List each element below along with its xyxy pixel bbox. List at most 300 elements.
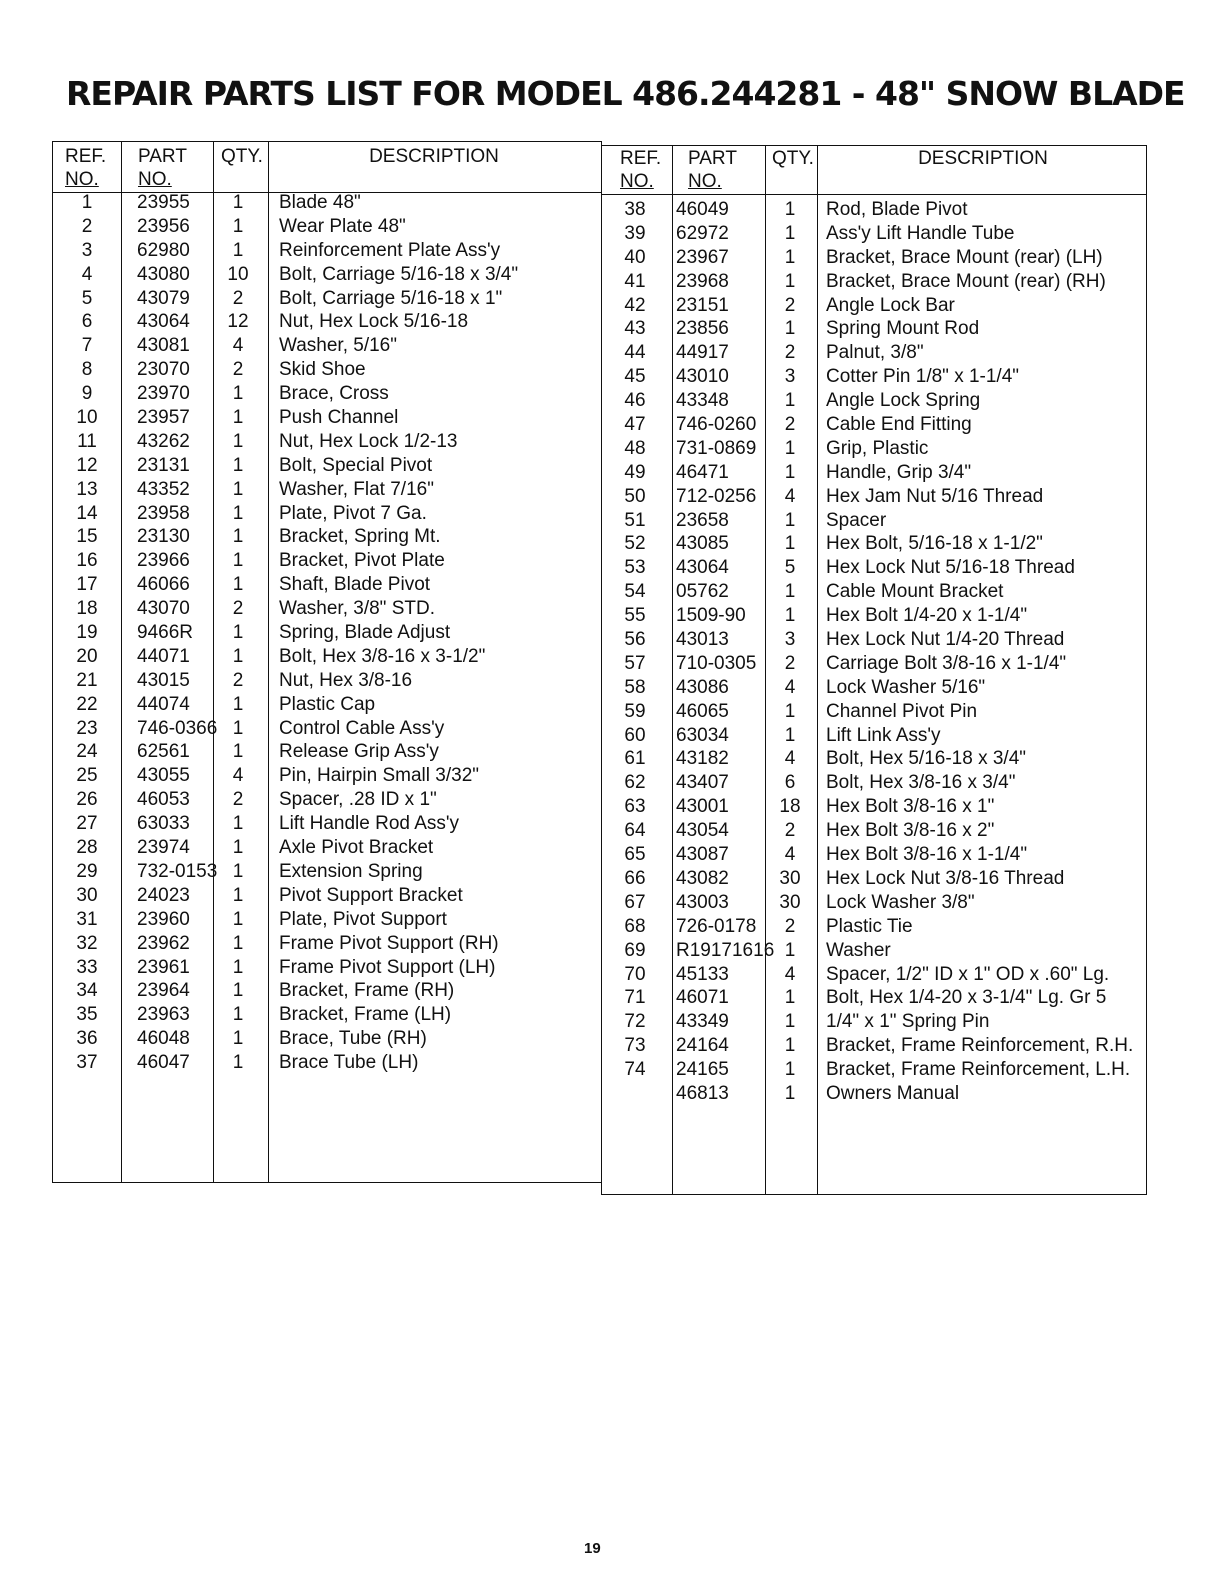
- ref-number-cell: 27: [76, 813, 98, 835]
- part-number-cell: 43010: [676, 366, 729, 388]
- part-number-cell: 23966: [137, 550, 190, 572]
- part-number-cell: 23964: [137, 980, 190, 1002]
- description-cell: Handle, Grip 3/4": [826, 461, 972, 483]
- part-number-cell: 43070: [137, 598, 190, 620]
- ref-number-cell: 24: [76, 741, 98, 763]
- ref-number-cell: 39: [624, 222, 646, 244]
- part-number-cell: 23968: [676, 270, 729, 292]
- ref-number-cell: 12: [76, 454, 98, 476]
- table-row: [602, 652, 1146, 676]
- description-cell: Bracket, Frame Reinforcement, L.H.: [826, 1059, 1131, 1081]
- description-cell: Bolt, Hex 1/4-20 x 3-1/4" Lg. Gr 5: [826, 987, 1107, 1009]
- part-number-cell: 43348: [676, 390, 729, 412]
- table-row: [602, 604, 1146, 628]
- ref-number-cell: 72: [624, 1011, 646, 1033]
- quantity-cell: 2: [784, 414, 796, 436]
- description-cell: Spring Mount Rod: [826, 318, 980, 340]
- quantity-cell: 1: [784, 1011, 796, 1033]
- ref-number-cell: 68: [624, 915, 646, 937]
- table-row: [53, 597, 601, 621]
- quantity-cell: 12: [227, 311, 249, 333]
- description-cell: Hex Bolt 3/8-16 x 1-1/4": [826, 844, 1028, 866]
- description-cell: Nut, Hex Lock 1/2-13: [279, 430, 458, 452]
- quantity-cell: 30: [779, 867, 801, 889]
- part-number-cell: 726-0178: [676, 915, 757, 937]
- ref-number-cell: 17: [76, 574, 98, 596]
- description-cell: Bracket, Frame (LH): [279, 1004, 452, 1026]
- description-cell: Angle Lock Spring: [826, 390, 981, 412]
- part-number-cell: 46071: [676, 987, 729, 1009]
- quantity-cell: 4: [784, 485, 796, 507]
- part-number-cell: 23958: [137, 502, 190, 524]
- part-number-cell: 44071: [137, 645, 190, 667]
- table-row: [53, 621, 601, 645]
- table-row: [602, 963, 1146, 987]
- part-number-cell: 46049: [676, 199, 729, 220]
- ref-number-cell: 35: [76, 1004, 98, 1026]
- description-cell: Hex Lock Nut 5/16-18 Thread: [826, 557, 1075, 579]
- table-row: [602, 1034, 1146, 1058]
- table-row: [602, 365, 1146, 389]
- table-row: [53, 717, 601, 741]
- table-row: [53, 287, 601, 311]
- quantity-cell: 1: [784, 700, 796, 722]
- description-cell: 1/4" x 1" Spring Pin: [826, 1011, 990, 1033]
- ref-number-cell: 5: [81, 287, 93, 309]
- table-row: [53, 1051, 601, 1075]
- quantity-cell: 1: [232, 932, 244, 954]
- description-cell: Frame Pivot Support (LH): [279, 956, 496, 978]
- part-number-cell: 23963: [137, 1004, 190, 1026]
- ref-number-cell: 73: [624, 1035, 646, 1057]
- table-row: [53, 573, 601, 597]
- quantity-cell: 10: [227, 263, 249, 285]
- table-row: [53, 645, 601, 669]
- ref-number-cell: 34: [76, 980, 98, 1002]
- table-row: [53, 430, 601, 454]
- quantity-cell: 5: [784, 557, 796, 579]
- ref-number-cell: 3: [81, 239, 93, 261]
- quantity-cell: 4: [232, 765, 244, 787]
- table-row: [53, 1003, 601, 1027]
- description-cell: Bracket, Frame Reinforcement, R.H.: [826, 1035, 1134, 1057]
- description-cell: Spacer, 1/2" ID x 1" OD x .60" Lg.: [826, 963, 1110, 985]
- quantity-cell: 1: [232, 1028, 244, 1050]
- description-cell: Nut, Hex 3/8-16: [279, 669, 413, 691]
- ref-number-cell: 64: [624, 820, 646, 842]
- ref-number-cell: 46: [624, 390, 646, 412]
- ref-number-cell: 28: [76, 837, 98, 859]
- ref-number-cell: 42: [624, 294, 646, 316]
- part-number-cell: 05762: [676, 581, 729, 603]
- description-cell: Grip, Plastic: [826, 437, 929, 459]
- description-cell: Plate, Pivot 7 Ga.: [279, 502, 427, 524]
- description-cell: Spacer, .28 ID x 1": [279, 789, 437, 811]
- description-cell: Lift Handle Rod Ass'y: [279, 813, 459, 835]
- table-row: [602, 939, 1146, 963]
- quantity-cell: 1: [232, 407, 244, 429]
- table-row: [602, 532, 1146, 556]
- parts-table-left: [52, 141, 602, 1183]
- quantity-cell: 1: [232, 478, 244, 500]
- quantity-cell: 1: [232, 837, 244, 859]
- quantity-cell: 2: [232, 359, 244, 381]
- ref-number-cell: 63: [624, 796, 646, 818]
- quantity-cell: 1: [232, 717, 244, 739]
- ref-number-cell: 59: [624, 700, 646, 722]
- description-cell: Bolt, Hex 3/8-16 x 3-1/2": [279, 645, 486, 667]
- description-cell: Brace Tube (LH): [279, 1052, 419, 1074]
- quantity-cell: 1: [232, 526, 244, 548]
- description-cell: Plastic Cap: [279, 693, 376, 715]
- part-number-cell: 23151: [676, 294, 729, 316]
- ref-number-cell: 36: [76, 1028, 98, 1050]
- ref-number-cell: 23: [76, 717, 98, 739]
- table-row: [602, 556, 1146, 580]
- ref-number-cell: 74: [624, 1059, 646, 1081]
- description-cell: Bolt, Hex 5/16-18 x 3/4": [826, 748, 1027, 770]
- part-number-cell: 62980: [137, 239, 190, 261]
- table-row: [53, 239, 601, 263]
- part-number-cell: 43079: [137, 287, 190, 309]
- ref-number-cell: 70: [624, 963, 646, 985]
- quantity-cell: 18: [779, 796, 801, 818]
- table-row: [53, 478, 601, 502]
- description-cell: Lock Washer 5/16": [826, 676, 986, 698]
- part-number-cell: 23856: [676, 318, 729, 340]
- table-row: [53, 263, 601, 287]
- table-row: [53, 932, 601, 956]
- part-number-cell: 23974: [137, 837, 190, 859]
- table-row: [53, 334, 601, 358]
- description-cell: Hex Jam Nut 5/16 Thread: [826, 485, 1044, 507]
- quantity-cell: 1: [232, 860, 244, 882]
- ref-number-cell: 16: [76, 550, 98, 572]
- description-cell: Bolt, Carriage 5/16-18 x 1": [279, 287, 503, 309]
- table-row: [602, 317, 1146, 341]
- ref-number-cell: 21: [76, 669, 98, 691]
- table-row: [53, 549, 601, 573]
- ref-number-cell: 69: [624, 939, 646, 961]
- part-number-cell: 62561: [137, 741, 190, 763]
- quantity-cell: 1: [232, 813, 244, 835]
- part-number-cell: 23955: [137, 192, 190, 213]
- quantity-cell: 1: [232, 192, 244, 213]
- part-number-cell: 23131: [137, 454, 190, 476]
- part-number-cell: 46813: [676, 1082, 729, 1104]
- quantity-cell: 1: [232, 430, 244, 452]
- ref-number-cell: 4: [81, 263, 93, 285]
- table-row: [602, 724, 1146, 748]
- ref-number-cell: 66: [624, 867, 646, 889]
- description-cell: Owners Manual: [826, 1082, 960, 1104]
- table-row: [602, 986, 1146, 1010]
- table-row: [602, 580, 1146, 604]
- table-row: [602, 246, 1146, 270]
- part-number-cell: 46053: [137, 789, 190, 811]
- part-number-cell: 23957: [137, 407, 190, 429]
- page-number: 19: [584, 1540, 601, 1557]
- table-row: [53, 956, 601, 980]
- quantity-cell: 1: [232, 574, 244, 596]
- ref-number-cell: 53: [624, 557, 646, 579]
- quantity-cell: 1: [232, 956, 244, 978]
- table-row: [53, 358, 601, 382]
- table-row: [53, 406, 601, 430]
- description-cell: Wear Plate 48": [279, 215, 406, 237]
- part-number-cell: 46047: [137, 1052, 190, 1074]
- quantity-cell: 1: [232, 502, 244, 524]
- ref-number-cell: 20: [76, 645, 98, 667]
- ref-number-cell: 67: [624, 891, 646, 913]
- description-cell: Pin, Hairpin Small 3/32": [279, 765, 480, 787]
- description-cell: Brace, Cross: [279, 383, 389, 405]
- quantity-cell: 4: [784, 963, 796, 985]
- part-number-cell: 24023: [137, 884, 190, 906]
- part-number-cell: 43182: [676, 748, 729, 770]
- description-cell: Brace, Tube (RH): [279, 1028, 427, 1050]
- description-cell: Lock Washer 3/8": [826, 891, 975, 913]
- header-divider: [602, 194, 1146, 195]
- part-number-cell: 746-0260: [676, 414, 757, 436]
- quantity-cell: 1: [784, 1035, 796, 1057]
- ref-number-cell: 49: [624, 461, 646, 483]
- part-number-cell: 62972: [676, 222, 729, 244]
- table-row: [53, 860, 601, 884]
- table-row: [602, 1082, 1146, 1106]
- quantity-cell: 1: [784, 987, 796, 1009]
- quantity-cell: 2: [784, 652, 796, 674]
- part-number-cell: 43085: [676, 533, 729, 555]
- part-number-cell: 23956: [137, 215, 190, 237]
- quantity-cell: 1: [784, 1082, 796, 1104]
- ref-number-cell: 51: [624, 509, 646, 531]
- quantity-cell: 2: [784, 820, 796, 842]
- ref-number-cell: 31: [76, 908, 98, 930]
- ref-number-cell: 40: [624, 246, 646, 268]
- description-cell: Palnut, 3/8": [826, 342, 924, 364]
- description-cell: Bracket, Pivot Plate: [279, 550, 445, 572]
- ref-number-cell: 48: [624, 437, 646, 459]
- description-cell: Angle Lock Bar: [826, 294, 955, 316]
- quantity-cell: 30: [779, 891, 801, 913]
- description-cell: Reinforcement Plate Ass'y: [279, 239, 501, 261]
- quantity-cell: 1: [784, 270, 796, 292]
- table-row: [602, 628, 1146, 652]
- table-row: [602, 341, 1146, 365]
- quantity-cell: 4: [784, 748, 796, 770]
- description-cell: Plate, Pivot Support: [279, 908, 447, 930]
- part-number-cell: 43013: [676, 629, 729, 651]
- table-row: [602, 437, 1146, 461]
- ref-number-cell: 30: [76, 884, 98, 906]
- part-number-cell: 43087: [676, 844, 729, 866]
- quantity-cell: 2: [232, 598, 244, 620]
- description-cell: Cable Mount Bracket: [826, 581, 1004, 603]
- quantity-cell: 4: [784, 676, 796, 698]
- description-cell: Bracket, Spring Mt.: [279, 526, 441, 548]
- table-row: [53, 215, 601, 239]
- table-row: [602, 461, 1146, 485]
- quantity-cell: 1: [784, 724, 796, 746]
- ref-number-cell: 29: [76, 860, 98, 882]
- description-cell: Control Cable Ass'y: [279, 717, 445, 739]
- quantity-cell: 1: [232, 884, 244, 906]
- part-number-cell: 710-0305: [676, 652, 757, 674]
- part-number-cell: 731-0869: [676, 437, 757, 459]
- table-row: [602, 843, 1146, 867]
- ref-number-cell: 65: [624, 844, 646, 866]
- part-number-cell: 46048: [137, 1028, 190, 1050]
- ref-number-cell: 15: [76, 526, 98, 548]
- table-row: [602, 294, 1146, 318]
- description-cell: Hex Bolt 3/8-16 x 2": [826, 820, 995, 842]
- quantity-cell: 1: [232, 622, 244, 644]
- description-cell: Hex Lock Nut 1/4-20 Thread: [826, 629, 1065, 651]
- description-cell: Frame Pivot Support (RH): [279, 932, 499, 954]
- table-row: [602, 915, 1146, 939]
- quantity-cell: 1: [784, 605, 796, 627]
- parts-table-right: [601, 145, 1147, 1195]
- part-number-cell: 43081: [137, 335, 190, 357]
- description-cell: Washer: [826, 939, 891, 961]
- description-cell: Cable End Fitting: [826, 414, 972, 436]
- description-cell: Carriage Bolt 3/8-16 x 1-1/4": [826, 652, 1067, 674]
- part-number-cell: 732-0153: [137, 860, 218, 882]
- description-cell: Push Channel: [279, 407, 399, 429]
- quantity-cell: 1: [784, 437, 796, 459]
- description-cell: Pivot Support Bracket: [279, 884, 463, 906]
- quantity-cell: 1: [232, 239, 244, 261]
- quantity-cell: 4: [784, 844, 796, 866]
- part-number-cell: 23961: [137, 956, 190, 978]
- ref-number-cell: 1: [81, 192, 93, 213]
- part-number-cell: 63034: [676, 724, 729, 746]
- table-row: [602, 509, 1146, 533]
- table-row: [602, 819, 1146, 843]
- table-row: [53, 812, 601, 836]
- header-ref: REF. NO.: [65, 146, 107, 190]
- quantity-cell: 2: [232, 287, 244, 309]
- part-number-cell: 44074: [137, 693, 190, 715]
- part-number-cell: 712-0256: [676, 485, 757, 507]
- description-cell: Release Grip Ass'y: [279, 741, 439, 763]
- header-description: DESCRIPTION: [369, 146, 499, 167]
- table-row: [53, 836, 601, 860]
- ref-number-cell: 8: [81, 359, 93, 381]
- table-row: [53, 310, 601, 334]
- ref-number-cell: 47: [624, 414, 646, 436]
- ref-number-cell: 41: [624, 270, 646, 292]
- quantity-cell: 1: [232, 980, 244, 1002]
- table-row: [602, 747, 1146, 771]
- parts-rows-left: [53, 191, 601, 1075]
- table-row: [602, 222, 1146, 246]
- ref-number-cell: 52: [624, 533, 646, 555]
- part-number-cell: R19171616: [676, 939, 775, 961]
- description-cell: Cotter Pin 1/8" x 1-1/4": [826, 366, 1020, 388]
- part-number-cell: 43082: [676, 867, 729, 889]
- ref-number-cell: 57: [624, 652, 646, 674]
- header-qty: QTY.: [772, 148, 814, 169]
- part-number-cell: 43407: [676, 772, 729, 794]
- ref-number-cell: 56: [624, 629, 646, 651]
- ref-number-cell: 19: [76, 622, 98, 644]
- part-number-cell: 44917: [676, 342, 729, 364]
- quantity-cell: 3: [784, 366, 796, 388]
- quantity-cell: 1: [784, 509, 796, 531]
- ref-number-cell: 10: [76, 407, 98, 429]
- quantity-cell: 1: [784, 222, 796, 244]
- description-cell: Shaft, Blade Pivot: [279, 574, 431, 596]
- ref-number-cell: 13: [76, 478, 98, 500]
- quantity-cell: 4: [232, 335, 244, 357]
- table-row: [53, 382, 601, 406]
- ref-number-cell: 43: [624, 318, 646, 340]
- part-number-cell: 43086: [676, 676, 729, 698]
- quantity-cell: 1: [232, 693, 244, 715]
- part-number-cell: 43262: [137, 430, 190, 452]
- description-cell: Blade 48": [279, 192, 361, 213]
- table-row: [53, 884, 601, 908]
- quantity-cell: 2: [784, 915, 796, 937]
- description-cell: Skid Shoe: [279, 359, 366, 381]
- table-row: [602, 485, 1146, 509]
- table-row: [53, 191, 601, 215]
- ref-number-cell: 14: [76, 502, 98, 524]
- description-cell: Washer, Flat 7/16": [279, 478, 434, 500]
- table-row: [53, 693, 601, 717]
- table-row: [602, 270, 1146, 294]
- part-number-cell: 43055: [137, 765, 190, 787]
- quantity-cell: 1: [232, 1004, 244, 1026]
- quantity-cell: 1: [232, 908, 244, 930]
- ref-number-cell: 7: [81, 335, 93, 357]
- quantity-cell: 1: [784, 1059, 796, 1081]
- table-row: [602, 1010, 1146, 1034]
- table-row: [602, 891, 1146, 915]
- quantity-cell: 1: [784, 581, 796, 603]
- quantity-cell: 3: [784, 629, 796, 651]
- header-ref: REF. NO.: [620, 148, 662, 192]
- ref-number-cell: 18: [76, 598, 98, 620]
- quantity-cell: 2: [232, 789, 244, 811]
- quantity-cell: 2: [232, 669, 244, 691]
- table-row: [53, 908, 601, 932]
- table-row: [602, 389, 1146, 413]
- quantity-cell: 1: [232, 550, 244, 572]
- description-cell: Bracket, Brace Mount (rear) (RH): [826, 270, 1106, 292]
- page-title: REPAIR PARTS LIST FOR MODEL 486.244281 - 48" SNOW BLADE: [66, 74, 1185, 113]
- description-cell: Hex Lock Nut 3/8-16 Thread: [826, 867, 1065, 889]
- part-number-cell: 9466R: [137, 622, 193, 644]
- part-number-cell: 23658: [676, 509, 729, 531]
- table-row: [53, 502, 601, 526]
- header-part: PART NO.: [688, 148, 737, 192]
- table-row: [602, 413, 1146, 437]
- part-number-cell: 23970: [137, 383, 190, 405]
- part-number-cell: 43064: [137, 311, 190, 333]
- table-row: [602, 700, 1146, 724]
- description-cell: Bracket, Frame (RH): [279, 980, 455, 1002]
- description-cell: Hex Bolt 3/8-16 x 1": [826, 796, 995, 818]
- quantity-cell: 1: [784, 318, 796, 340]
- part-number-cell: 63033: [137, 813, 190, 835]
- ref-number-cell: 9: [81, 383, 93, 405]
- description-cell: Bolt, Hex 3/8-16 x 3/4": [826, 772, 1016, 794]
- table-row: [602, 198, 1146, 222]
- description-cell: Hex Bolt, 5/16-18 x 1-1/2": [826, 533, 1043, 555]
